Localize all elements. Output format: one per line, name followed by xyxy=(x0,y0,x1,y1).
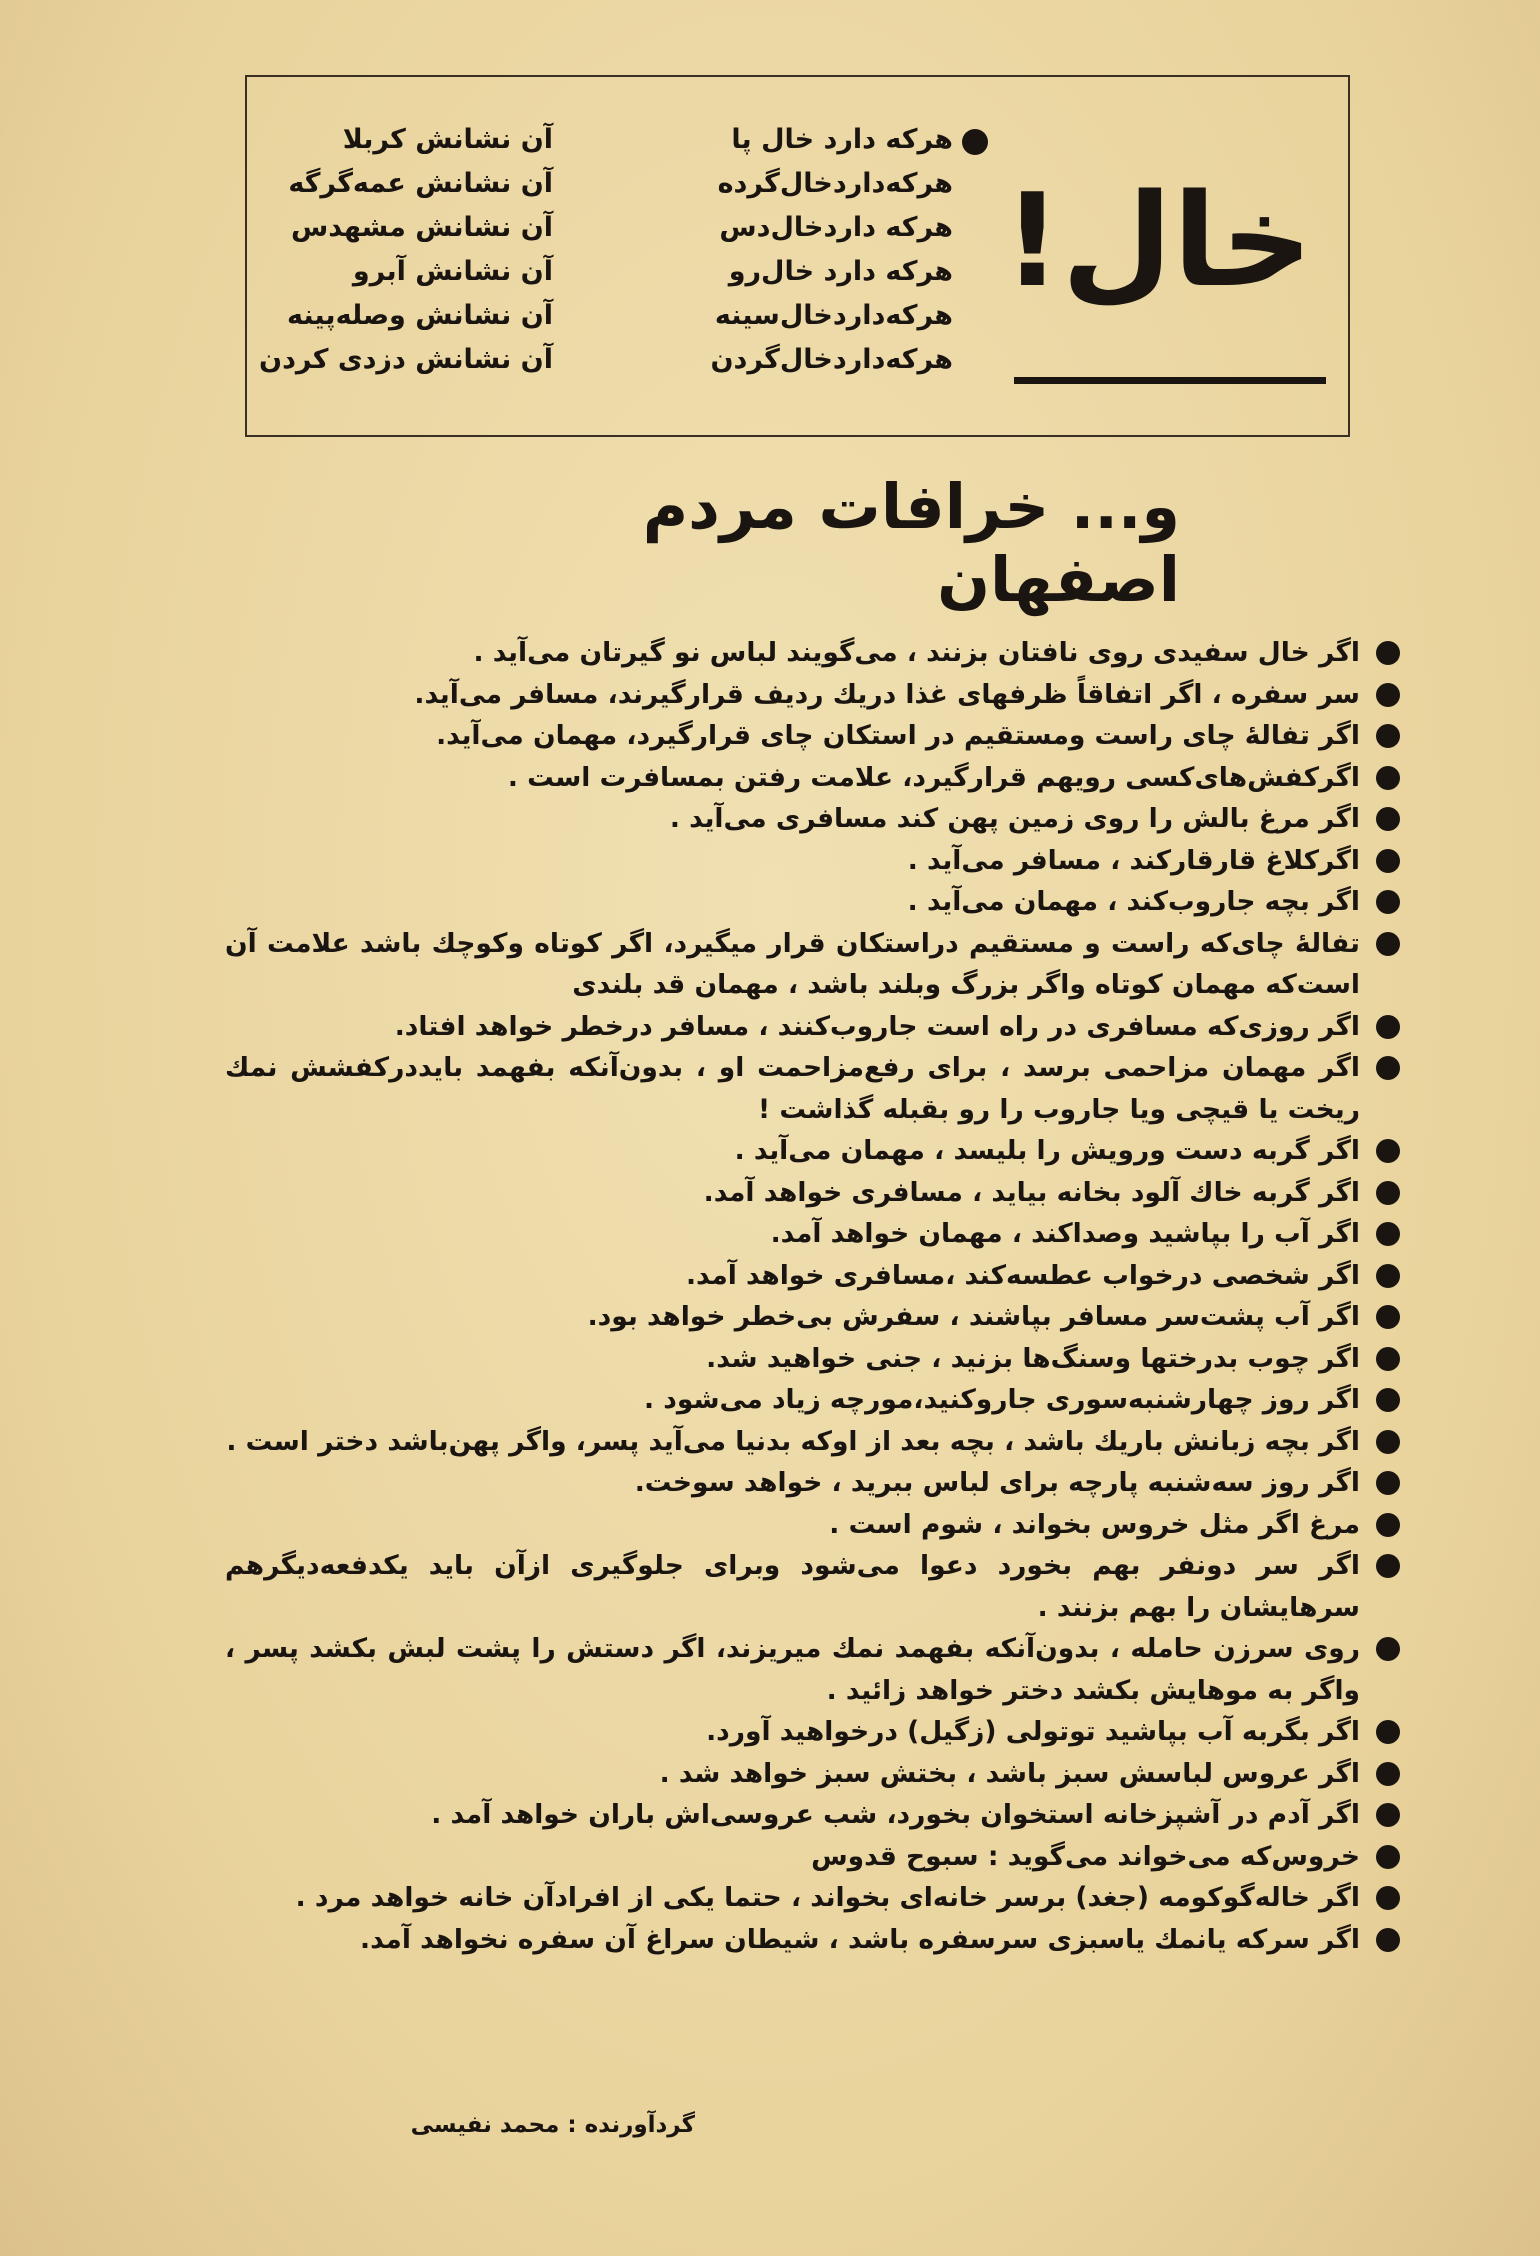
superstition-text: مرغ اگر مثل خروس بخواند ، شوم است . xyxy=(829,1508,1360,1540)
superstition-text: اگر روز سه‌شنبه پارچه برای لباس ببرید ، خواهد سوخت. xyxy=(634,1467,1360,1498)
verse-line xyxy=(253,249,953,293)
superstition-item xyxy=(225,1877,1400,1919)
bullet-icon xyxy=(1376,683,1400,707)
superstition-item xyxy=(225,1172,1400,1214)
verse-second-half: آن نشانش آبرو xyxy=(352,255,553,287)
verse-line xyxy=(253,205,953,249)
superstition-list xyxy=(225,632,1400,1960)
verse-second-half: آن نشانش کربلا xyxy=(342,123,553,155)
superstition-item xyxy=(225,757,1400,799)
superstition-item xyxy=(225,1628,1400,1711)
superstition-text: اگر سر دونفر بهم بخورد دعوا می‌شود وبرای جلوگیری ازآن باید یکدفعه‌دیگرهم سرهایشان را بهم بزنند . xyxy=(225,1550,1360,1623)
superstition-text: اگر چوب بدرختها وسنگ‌ها بزنید ، جنی خواهید شد. xyxy=(706,1342,1360,1374)
bullet-icon xyxy=(1376,1015,1400,1039)
bullet-icon xyxy=(1376,641,1400,665)
bullet-icon xyxy=(1376,1720,1400,1744)
bullet-icon xyxy=(1376,724,1400,748)
superstition-item xyxy=(225,1504,1400,1546)
bullet-icon xyxy=(1376,1056,1400,1080)
superstition-text: اگر سرکه یانمك یاسبزی سرسفره باشد ، شیطان سراغ آن سفره نخواهد آمد. xyxy=(360,1923,1360,1955)
superstition-item xyxy=(225,1130,1400,1172)
superstition-item xyxy=(225,1255,1400,1297)
title-underline xyxy=(1014,377,1326,384)
superstition-text: اگر بچه زبانش باریك باشد ، بچه بعد از اوکه بدنیا می‌آید پسر، واگر پهن‌باشد دختر است . xyxy=(226,1425,1360,1457)
superstition-text: اگر تفالهٔ چای راست ومستقیم در استکان چای قرارگیرد، مهمان می‌آید. xyxy=(436,720,1360,751)
author-credit: گردآورنده : محمد نفیسی xyxy=(410,2112,695,2138)
verse-first-half: هرکه داردخال‌دس xyxy=(719,211,953,243)
bullet-icon xyxy=(1376,1803,1400,1827)
superstition-item xyxy=(225,715,1400,757)
superstition-text: اگر مهمان مزاحمی برسد ، برای رفع‌مزاحمت او ، بدون‌آنکه بفهمد بایددرکفشش نمك ریخت یا قیچی ویا جاروب را رو بقبله گذاشت ! xyxy=(225,1052,1360,1125)
verse-second-half: آن نشانش مشهدس xyxy=(290,211,553,243)
khal-poem-box xyxy=(245,75,1350,437)
superstition-text: اگر گربه دست ورویش را بلیسد ، مهمان می‌آید . xyxy=(734,1135,1360,1166)
verse-first-half: هرکه دارد خال‌رو xyxy=(728,255,953,287)
bullet-icon xyxy=(1376,849,1400,873)
bullet-icon xyxy=(1376,1430,1400,1454)
bullet-icon xyxy=(1376,932,1400,956)
superstition-text: اگر آب را بپاشید وصداکند ، مهمان خواهد آمد. xyxy=(770,1218,1360,1249)
verse-second-half: آن نشانش عمه‌گرگه xyxy=(288,167,553,199)
superstition-item xyxy=(225,798,1400,840)
bullet-icon xyxy=(1376,807,1400,831)
bullet-icon xyxy=(1376,1305,1400,1329)
verse-line xyxy=(253,117,953,161)
bullet-icon xyxy=(1376,1845,1400,1869)
superstition-text: روی سرزن حامله ، بدون‌آنکه بفهمد نمك میریزند، اگر دستش را پشت لبش بکشد پسر ، واگر به موهایش بکشد دختر خواهد زائید . xyxy=(225,1633,1360,1706)
superstition-text: اگر آدم در آشپزخانه استخوان بخورد، شب عروسی‌اش باران خواهد آمد . xyxy=(431,1799,1360,1830)
superstition-text: اگر خال سفیدی روی نافتان بزنند ، می‌گویند لباس نو گیرتان می‌آید . xyxy=(473,637,1360,668)
superstition-item xyxy=(225,1711,1400,1753)
superstition-item xyxy=(225,840,1400,882)
bullet-icon xyxy=(1376,1637,1400,1661)
article-headline: و... خرافات مردم اصفهان xyxy=(642,470,1180,616)
superstition-item xyxy=(225,1462,1400,1504)
superstition-text: اگرکفش‌های‌کسی رویهم قرارگیرد، علامت رفتن بمسافرت است . xyxy=(507,761,1360,793)
superstition-text: اگر مرغ بالش را روی زمین پهن کند مسافری می‌آید . xyxy=(669,803,1360,834)
superstition-item xyxy=(225,1421,1400,1463)
superstition-item xyxy=(225,674,1400,716)
bullet-icon xyxy=(1376,1762,1400,1786)
superstition-text: اگر روزی‌که مسافری در راه است جاروب‌کنند ، مسافر درخطر خواهد افتاد. xyxy=(394,1010,1360,1042)
superstition-item xyxy=(225,1047,1400,1130)
superstition-text: اگر شخصی درخواب عطسه‌کند ،مسافری خواهد آمد. xyxy=(685,1259,1360,1291)
superstition-text: اگرکلاغ قارقارکند ، مسافر می‌آید . xyxy=(907,844,1360,876)
verse-line xyxy=(253,293,953,337)
superstition-item xyxy=(225,1296,1400,1338)
verse-first-half: هرکه‌داردخال‌سینه xyxy=(714,299,953,331)
bullet-icon xyxy=(1376,1513,1400,1537)
verse-first-half: هرکه‌داردخال‌گرده xyxy=(717,167,953,199)
verse-list xyxy=(253,117,953,381)
verse-second-half: آن نشانش وصله‌پینه xyxy=(287,299,553,331)
superstition-item xyxy=(225,1836,1400,1878)
verse-first-half: هرکه‌داردخال‌گردن xyxy=(710,343,953,375)
superstition-text: خروس‌که می‌خواند می‌گوید : سبوح قدوس xyxy=(811,1840,1360,1872)
bullet-icon xyxy=(1376,890,1400,914)
verse-second-half: آن نشانش دزدی کردن xyxy=(259,343,553,375)
superstition-item xyxy=(225,1919,1400,1961)
verse-bullet xyxy=(962,129,988,155)
verse-first-half: هرکه دارد خال پا xyxy=(731,123,953,155)
superstition-item xyxy=(225,1213,1400,1255)
superstition-item xyxy=(225,1379,1400,1421)
superstition-item xyxy=(225,1545,1400,1628)
verse-line xyxy=(253,161,953,205)
superstition-item xyxy=(225,881,1400,923)
superstition-item xyxy=(225,1006,1400,1048)
superstition-text: اگر بچه جاروب‌کند ، مهمان می‌آید . xyxy=(907,886,1360,917)
bullet-icon xyxy=(1376,1347,1400,1371)
superstition-item xyxy=(225,1794,1400,1836)
superstition-text: اگر خاله‌گوکومه (جغد) برسر خانه‌ای بخواند ، حتما یکی از افرادآن خانه خواهد مرد . xyxy=(295,1882,1360,1913)
superstition-text: سر سفره ، اگر اتفاقاً ظرفهای غذا دریك ردیف قرارگیرند، مسافر می‌آید. xyxy=(414,678,1360,710)
bullet-icon xyxy=(1376,1181,1400,1205)
verse-line xyxy=(253,337,953,381)
superstition-text: تفالهٔ چای‌که راست و مستقیم دراستکان قرار میگیرد، اگر کوتاه وکوچك باشد علامت آن است‌که مهمان کوتاه واگر بزرگ وبلند باشد ، مهمان قد بلندی xyxy=(225,927,1360,1000)
superstition-item xyxy=(225,923,1400,1006)
superstition-text: اگر گربه خاك آلود بخانه بیاید ، مسافری خواهد آمد. xyxy=(703,1176,1360,1208)
superstition-text: اگر بگربه آب بپاشید توتولی (زگیل) درخواهید آورد. xyxy=(706,1716,1360,1747)
bullet-icon xyxy=(1376,1928,1400,1952)
bullet-icon xyxy=(1376,1264,1400,1288)
bullet-icon xyxy=(1376,1222,1400,1246)
bullet-icon xyxy=(1376,766,1400,790)
superstition-item xyxy=(225,1753,1400,1795)
bullet-icon xyxy=(1376,1139,1400,1163)
bullet-icon xyxy=(1376,1388,1400,1412)
superstition-item xyxy=(225,1338,1400,1380)
superstition-text: اگر آب پشت‌سر مسافر بپاشند ، سفرش بی‌خطر خواهد بود. xyxy=(587,1301,1360,1332)
bullet-icon xyxy=(1376,1554,1400,1578)
superstition-item xyxy=(225,632,1400,674)
bullet-icon xyxy=(1376,1886,1400,1910)
superstition-text: اگر عروس لباسش سبز باشد ، بختش سبز خواهد شد . xyxy=(659,1757,1360,1789)
superstition-text: اگر روز چهارشنبه‌سوری جاروکنید،مورچه زیاد می‌شود . xyxy=(643,1384,1360,1415)
khal-title: خال! xyxy=(1003,167,1313,316)
bullet-icon xyxy=(1376,1471,1400,1495)
